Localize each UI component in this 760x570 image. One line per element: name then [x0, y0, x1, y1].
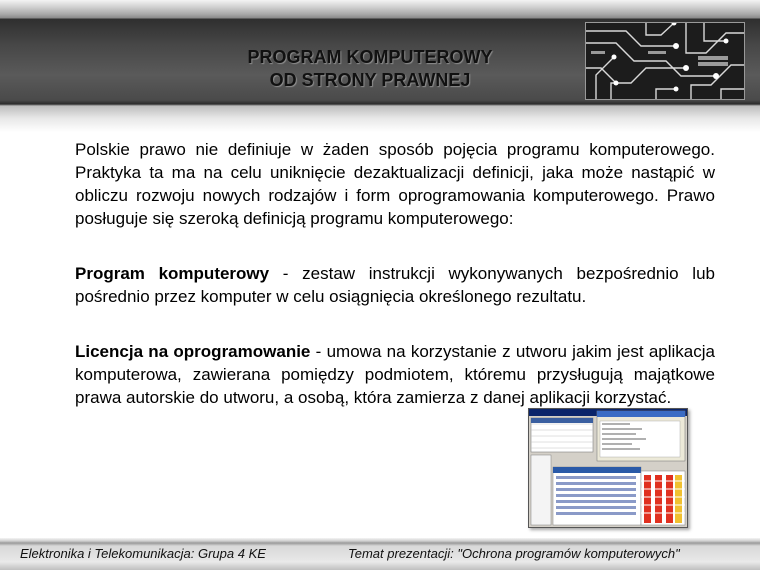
footer-topic: Temat prezentacji: "Ochrona programów komputerowych": [348, 546, 680, 561]
software-screenshot-image: [528, 408, 688, 528]
definition-program: [75, 262, 715, 308]
definition-program-term: Program komputerowy: [75, 264, 270, 283]
slide-title: [210, 46, 530, 92]
slide-title-line-1: PROGRAM KOMPUTEROWY: [247, 47, 493, 67]
footer-course: Elektronika i Telekomunikacja: Grupa 4 KE: [20, 546, 266, 561]
slide-content: [75, 138, 715, 409]
slide-header: [0, 0, 760, 132]
definition-license: [75, 340, 715, 409]
slide-title-line-2: OD STRONY PRAWNEJ: [269, 70, 471, 90]
circuit-board-image: [585, 22, 745, 100]
intro-paragraph: Polskie prawo nie definiuje w żaden sposób pojęcia programu komputerowego. Praktyka ta ma na celu uniknięcie dezaktualizacji definicji, jaka może nastąpić w obliczu rozwoju nowych rodzajów i form oprogramowania komputerowego. Prawo posługuje się szeroką definicją programu komputerowego:: [75, 140, 715, 228]
definition-license-term: Licencja na oprogramowanie: [75, 342, 311, 361]
definition-program-text: - zestaw instrukcji wykonywanych bezpośrednio lub pośrednio przez komputer w celu osiągnięcia określonego rezultatu.: [75, 264, 715, 306]
slide-footer: [0, 538, 760, 570]
definition-license-text: - umowa na korzystanie z utworu jakim jest aplikacja komputerowa, zawierana pomiędzy podmiotem, któremu przysługują majątkowe prawa autorskie do utworu, a osobą, która zamierza z danej aplikacji korzystać.: [75, 342, 715, 407]
